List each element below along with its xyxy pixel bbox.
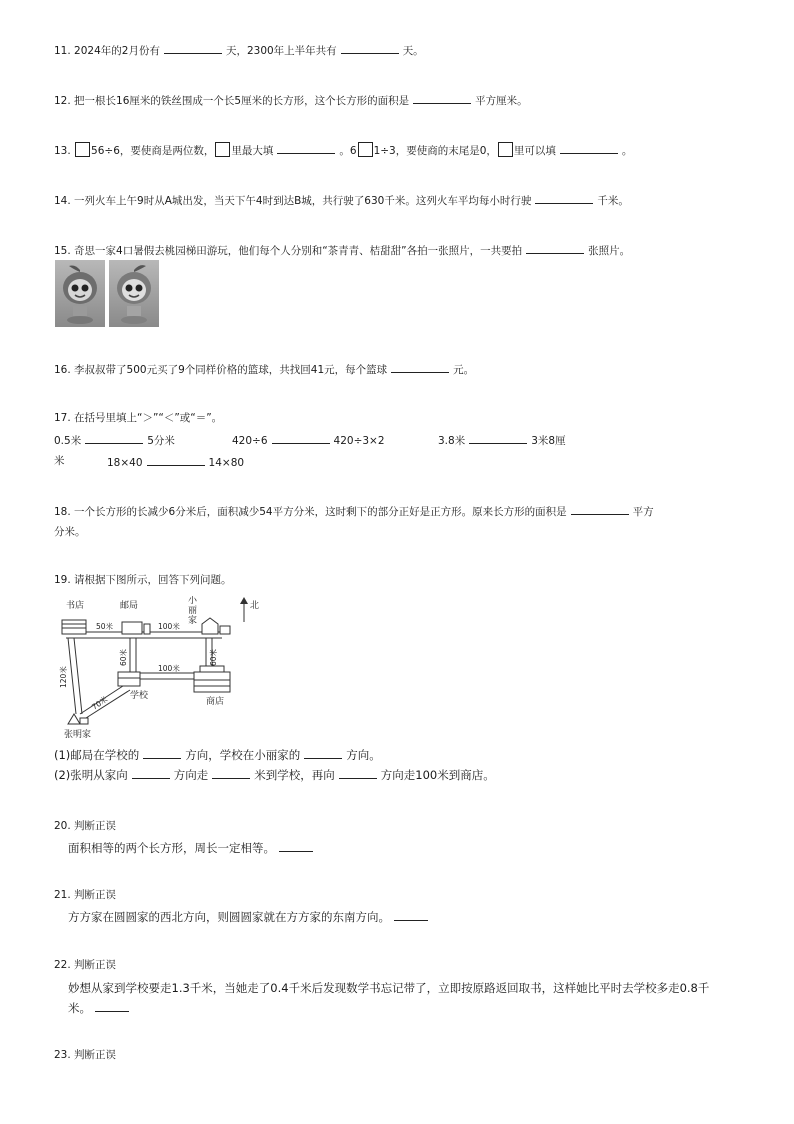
answer-blank[interactable] [394,909,428,921]
bookstore-icon [62,620,86,634]
label-jia: 家 [188,616,198,626]
label-70m: 70米 [90,694,110,712]
answer-blank[interactable] [535,192,593,204]
label-shop: 商店 [206,697,225,707]
digit-box[interactable] [358,142,373,157]
label-100m-mid: 100米 [158,664,180,673]
north-arrow-icon [240,597,248,604]
answer-blank[interactable] [526,242,584,254]
label-xiao: 小 [188,596,198,606]
question-23: 23. 判断正误 [54,1049,117,1061]
shop-icon [194,666,230,692]
post-office-icon [122,622,150,634]
label-60m-right: 60米 [209,648,218,666]
answer-blank[interactable] [272,432,330,444]
answer-blank[interactable] [95,1000,129,1012]
question-18-cont: 分米。 [54,526,86,538]
answer-blank[interactable] [304,747,342,759]
q17-row-2b: 18×40 14×80 [107,454,244,470]
route-map [54,596,264,741]
answer-blank[interactable] [85,432,143,444]
q17-row-1c: 3.8米 3米8厘 [438,432,566,448]
zhangming-house-icon [68,714,88,724]
house-icon [202,618,230,634]
answer-blank[interactable] [143,747,181,759]
question-19: 19. 请根据下图所示，回答下列问题。 [54,574,232,586]
q22-statement: 妙想从家到学校要走1.3千米，当她走了0.4千米后发现数学书忘记带了，立即按原路返回取书，这样她比平时去学校多走0.8千 [68,981,710,995]
question-12: 12. 把一根长16厘米的铁丝围成一个长5厘米的长方形，这个长方形的面积是 平方厘米。 [54,92,528,108]
answer-blank[interactable] [571,503,629,515]
q22-statement-cont: 米。 [68,1000,133,1016]
question-11: 11. 2024年的2月份有 天，2300年上半年共有 天。 [54,42,424,58]
answer-blank[interactable] [391,361,449,373]
question-22: 22. 判断正误 [54,959,117,971]
question-20: 20. 判断正误 [54,820,117,832]
question-18: 18. 一个长方形的长减少6分米后，面积减少54平方分米，这时剩下的部分正好是正方形。原来长方形的面积是 平方 [54,503,654,519]
answer-blank[interactable] [339,767,377,779]
question-13: 13. 56÷6，要使商是两位数， 里最大填 。6 1÷3，要使商的末尾是0， 里可以填 。 [54,142,632,158]
question-15: 15. 奇思一家4口暑假去桃园梯田游玩，他们每个人分别和“茶青青、桔甜甜”各拍一张照片，一共要拍 张照片。 [54,242,630,258]
school-icon [118,672,140,686]
answer-blank[interactable] [341,42,399,54]
q19-sub-1: (1)邮局在学校的 方向，学校在小丽家的 方向。 [54,748,381,762]
digit-box[interactable] [215,142,230,157]
digit-box[interactable] [75,142,90,157]
question-14: 14. 一列火车上午9时从A城出发，当天下午4时到达B城，共行驶了630千米。这列火车平均每小时行驶 千米。 [54,192,629,208]
label-120m: 120米 [59,666,68,688]
label-50m: 50米 [96,622,114,631]
answer-blank[interactable] [469,432,527,444]
q17-row-1: 0.5米 5分米 [54,432,175,448]
answer-blank[interactable] [212,767,250,779]
label-post: 邮局 [120,601,139,611]
answer-blank[interactable] [279,840,313,852]
question-21: 21. 判断正误 [54,889,117,901]
q20-statement: 面积相等的两个长方形，周长一定相等。 [68,840,317,856]
answer-blank[interactable] [277,142,335,154]
mascot-photo-2 [109,260,159,327]
label-bookstore: 书店 [66,601,85,611]
answer-blank[interactable] [560,142,618,154]
answer-blank[interactable] [147,454,205,466]
label-north: 北 [250,601,260,611]
answer-blank[interactable] [132,767,170,779]
label-60m-left: 60米 [119,648,128,666]
answer-blank[interactable] [164,42,222,54]
q17-row-1b: 420÷6 420÷3×2 [232,432,385,448]
mascot-photo-1 [55,260,105,327]
q17-row-2: 米 [54,455,65,467]
label-100m-top: 100米 [158,622,180,631]
answer-blank[interactable] [413,92,471,104]
label-zhangming: 张明家 [64,730,92,740]
question-17: 17. 在括号里填上“＞”“＜”或“＝”。 [54,412,223,424]
label-li: 丽 [188,606,198,616]
q21-statement: 方方家在圆圆家的西北方向，则圆圆家就在方方家的东南方向。 [68,909,432,925]
q19-sub-2: (2)张明从家向 方向走 米到学校，再向 方向走100米到商店。 [54,768,495,782]
label-school: 学校 [130,691,149,701]
digit-box[interactable] [498,142,513,157]
question-16: 16. 李叔叔带了500元买了9个同样价格的篮球，共找回41元，每个篮球 元。 [54,361,474,377]
